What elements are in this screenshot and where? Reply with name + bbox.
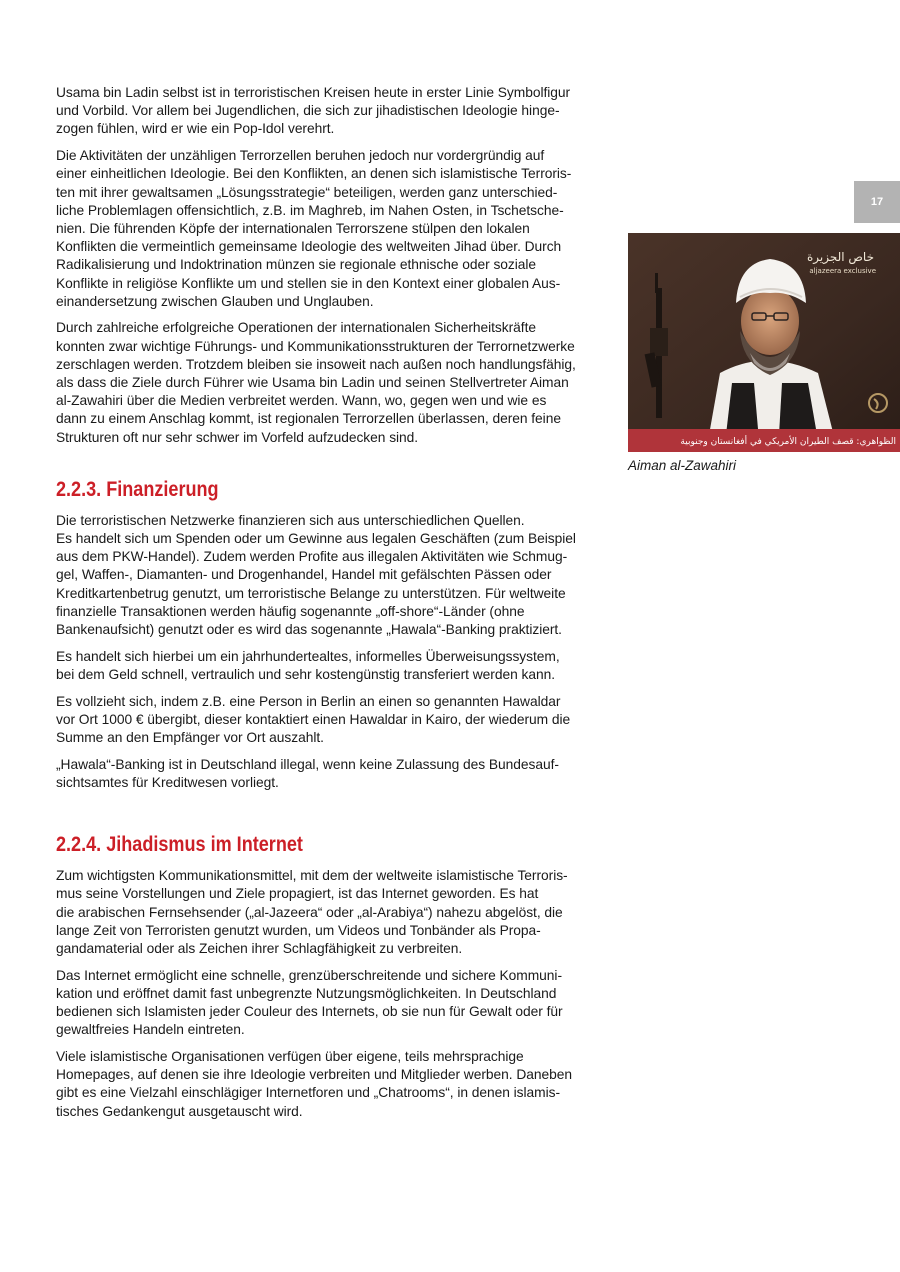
paragraph-line: finanzielle Transaktionen werden häufig sogenannte „off-shore“-Länder (ohne — [56, 603, 525, 619]
paragraph-line: tisches Gedankengut ausgetauscht wird. — [56, 1103, 303, 1119]
heading-jihadismus-internet: 2.2.4. Jihadismus im Internet — [56, 833, 303, 857]
paragraph-line: kation und eröffnet damit fast unbegrenzte Nutzungsmöglichkeiten. In Deutschland — [56, 985, 557, 1001]
paragraph-line: Homepages, auf denen sie ihre Ideologie verbreiten und Mitglieder werben. Daneben — [56, 1067, 572, 1083]
paragraph-line: vor Ort 1000 € übergibt, dieser kontaktiert einen Hawaldar in Kairo, der wiederum die — [56, 711, 571, 727]
paragraph-line: gandamaterial oder als Zeichen ihrer Schlagfähigkeit zu verbreiten. — [56, 941, 463, 957]
paragraph-line: Summe an den Empfänger vor Ort auszahlt. — [56, 730, 324, 746]
paragraph-line: gibt es eine Vielzahl einschlägiger Internetforen und „Chatrooms“, in denen islamis- — [56, 1085, 561, 1101]
paragraph-line: und Vorbild. Vor allem bei Jugendlichen, die sich zur jihadistischen Ideologie hinge- — [56, 103, 560, 119]
paragraph-line: einer einheitlichen Ideologie. Bei den Konflikten, an denen sich islamistische Terroris- — [56, 166, 572, 182]
paragraph-line: Die Aktivitäten der unzähligen Terrorzellen beruhen jedoch nur vordergründig auf — [56, 148, 545, 164]
paragraph-line: als dass die Ziele durch Führer wie Usama bin Ladin und seinen Stellvertreter Aiman — [56, 375, 569, 391]
paragraph-line: Die terroristischen Netzwerke finanzieren sich aus unterschiedlichen Quellen. — [56, 512, 525, 528]
photo-illustration — [628, 233, 900, 452]
paragraph-line: ten mit ihrer gewaltsamen „Lösungsstrategie“ beteiligen, werden ganz unterschied- — [56, 184, 558, 200]
paragraph-line: lange Zeit von Terroristen genutzt wurden, um Videos und Tonbänder als Propa- — [56, 922, 541, 938]
paragraph — [56, 319, 604, 446]
paragraph — [56, 512, 604, 639]
paragraph-line: zogen fühlen, wird er wie ein Pop-Idol verehrt. — [56, 121, 335, 137]
main-column — [56, 84, 604, 1129]
paragraph-line: „Hawala“-Banking ist in Deutschland illegal, wenn keine Zulassung des Bundesauf- — [56, 756, 559, 772]
paragraph-line: zerschlagen werden. Trotzdem bleiben sie insoweit nach außen noch handlungsfähig, — [56, 356, 576, 372]
paragraph — [56, 147, 604, 311]
paragraph-line: die arabischen Fernsehsender („al-Jazeera“ oder „al-Arabiya“) nahezu abgelöst, die — [56, 904, 563, 920]
paragraph-line: Usama bin Ladin selbst ist in terroristischen Kreisen heute in erster Linie Symbolfigur — [56, 85, 571, 100]
paragraph-line: aus dem PKW-Handel). Zudem werden Profite aus illegalen Aktivitäten wie Schmug- — [56, 549, 568, 565]
paragraph — [56, 84, 604, 139]
paragraph-line: liche Problemlagen offensichtlich, z.B. im Maghreb, im Nahen Osten, in Tschetsche- — [56, 202, 564, 218]
intro-section — [56, 84, 604, 447]
paragraph-line: bedienen sich Islamisten jeder Couleur des Internets, ob sie nun für Gewalt oder für — [56, 1004, 563, 1020]
paragraph-line: Strukturen oft nur sehr schwer im Vorfeld aufzudecken sind. — [56, 429, 419, 445]
paragraph-line: Das Internet ermöglicht eine schnelle, grenzüberschreitende und sichere Kommuni- — [56, 967, 562, 983]
paragraph-line: al-Zawahiri über die Medien verbreitet werden. Wann, wo, gegen wen und wie es — [56, 393, 547, 409]
page-number-badge: 17 — [854, 181, 900, 223]
paragraph — [56, 1048, 604, 1121]
heading-finanzierung: 2.2.3. Finanzierung — [56, 477, 219, 501]
internet-section — [56, 867, 604, 1121]
paragraph-line: bei dem Geld schnell, vertraulich und sehr kostengünstig transferiert werden kann. — [56, 666, 555, 682]
paragraph — [56, 693, 604, 748]
paragraph-line: Es handelt sich hierbei um ein jahrhundertealtes, informelles Überweisungssystem, — [56, 648, 560, 664]
paragraph — [56, 867, 604, 958]
paragraph-line: dann zu einem Anschlag kommt, ist regionalen Terrorzellen überlassen, deren feine — [56, 411, 561, 427]
paragraph — [56, 967, 604, 1040]
paragraph-line: Es handelt sich um Spenden oder um Gewinne aus legalen Geschäften (zum Beispiel — [56, 531, 576, 547]
paragraph-line: Konflikte in religiöse Konflikte um und stellen sie in den Kontext einer globalen Aus- — [56, 275, 561, 291]
paragraph-line: Kreditkartenbetrug genutzt, um terroristische Belange zu unterstützen. Für weltweite — [56, 585, 566, 601]
paragraph-line: Es vollzieht sich, indem z.B. eine Person in Berlin an einen so genannten Hawaldar — [56, 693, 561, 709]
paragraph-line: mus seine Vorstellungen und Ziele propagiert, ist das Internet geworden. Es hat — [56, 886, 539, 902]
paragraph — [56, 648, 604, 684]
paragraph-line: Durch zahlreiche erfolgreiche Operationen der internationalen Sicherheitskräfte — [56, 320, 536, 336]
paragraph-line: Zum wichtigsten Kommunikationsmittel, mit dem der weltweite islamistische Terroris- — [56, 868, 568, 884]
paragraph-line: Radikalisierung und Indoktrination münzen sie regionale ethnische oder soziale — [56, 257, 537, 273]
paragraph-line: Viele islamistische Organisationen verfügen über eigene, teils mehrsprachige — [56, 1049, 524, 1065]
paragraph-line: nien. Die führenden Köpfe der internationalen Terrorszene stülpen den lokalen — [56, 220, 530, 236]
photo-caption: Aiman al-Zawahiri — [628, 458, 737, 473]
paragraph-line: gel, Waffen-, Diamanten- und Drogenhandel, Handel mit gefälschten Pässen oder — [56, 567, 552, 583]
news-ticker-text: الظواهري: قصف الطيران الأمريكي في أفغانستان وجنوبية — [680, 437, 896, 447]
photo-aiman-al-zawahiri — [628, 233, 900, 452]
svg-text:aljazeera exclusive: aljazeera exclusive — [809, 267, 876, 275]
paragraph-line: gewaltfreies Handeln eintreten. — [56, 1022, 245, 1038]
paragraph-line: einandersetzung zwischen Glauben und Unglauben. — [56, 293, 374, 309]
svg-text:خاص الجزيرة: خاص الجزيرة — [806, 250, 874, 264]
paragraph-line: Konflikten die vermeintlich gemeinsame Ideologie des weltweiten Jihad über. Durch — [56, 239, 562, 255]
paragraph — [56, 756, 604, 792]
paragraph-line: konnten zwar wichtige Führungs- und Kommunikationsstrukturen der Terrornetzwerke — [56, 338, 575, 354]
paragraph-line: Bankenaufsicht) genutzt oder es wird das sogenannte „Hawala“-Banking praktiziert. — [56, 622, 562, 638]
paragraph-line: sichtsamtes für Kreditwesen vorliegt. — [56, 775, 279, 790]
finanzierung-section — [56, 512, 604, 792]
